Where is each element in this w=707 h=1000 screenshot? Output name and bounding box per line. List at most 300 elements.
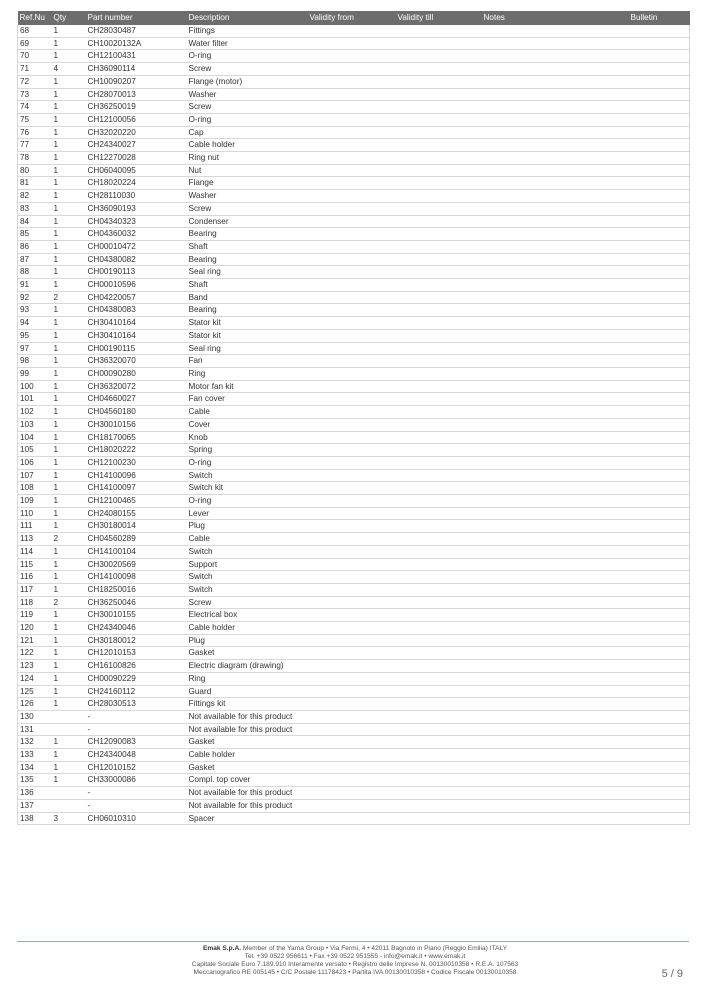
bulletin-cell [629,698,690,711]
ref-number-cell: 138 [18,812,52,825]
qty-cell: 1 [52,520,86,533]
bulletin-cell [629,126,690,139]
table-row [18,291,690,304]
validity-from-cell [308,126,396,139]
bulletin-cell [629,749,690,762]
validity-till-cell [396,380,482,393]
ref-number-cell: 84 [18,215,52,228]
notes-cell [482,291,629,304]
ref-number-cell: 72 [18,75,52,88]
table-row [18,342,690,355]
notes-cell [482,101,629,114]
description-cell: Spacer [187,812,308,825]
ref-number-cell: 134 [18,761,52,774]
validity-till-cell [396,152,482,165]
validity-till-cell [396,139,482,152]
part-number-cell: CH00010596 [86,279,187,292]
validity-till-cell [396,723,482,736]
part-number-cell: CH04380082 [86,253,187,266]
notes-cell [482,774,629,787]
description-cell: Gasket [187,647,308,660]
table-row [18,698,690,711]
description-cell: Motor fan kit [187,380,308,393]
validity-till-cell [396,787,482,800]
ref-number-cell: 77 [18,139,52,152]
validity-till-cell [396,75,482,88]
validity-from-cell [308,177,396,190]
table-row [18,126,690,139]
qty-cell: 1 [52,647,86,660]
qty-cell: 1 [52,304,86,317]
validity-till-cell [396,329,482,342]
notes-cell [482,406,629,419]
validity-from-cell [308,571,396,584]
notes-cell [482,622,629,635]
validity-till-cell [396,304,482,317]
bulletin-cell [629,812,690,825]
validity-from-cell [308,812,396,825]
description-cell: Screw [187,101,308,114]
qty-cell: 1 [52,761,86,774]
ref-number-cell: 95 [18,329,52,342]
part-number-cell: CH18020224 [86,177,187,190]
notes-cell [482,253,629,266]
parts-table [17,11,690,825]
table-row [18,266,690,279]
ref-number-cell: 117 [18,583,52,596]
validity-from-cell [308,304,396,317]
validity-from-cell [308,672,396,685]
part-number-cell: CH18170065 [86,431,187,444]
validity-till-cell [396,571,482,584]
table-row [18,583,690,596]
part-number-cell: CH16100826 [86,660,187,673]
qty-cell: 2 [52,533,86,546]
description-cell: Flange (motor) [187,75,308,88]
table-row [18,380,690,393]
bulletin-cell [629,647,690,660]
table-row [18,469,690,482]
qty-cell: 1 [52,406,86,419]
header-qty: Qty [52,11,86,25]
ref-number-cell: 137 [18,799,52,812]
qty-cell: 1 [52,37,86,50]
qty-cell [52,723,86,736]
validity-till-cell [396,431,482,444]
validity-from-cell [308,25,396,37]
validity-till-cell [396,253,482,266]
validity-from-cell [308,190,396,203]
part-number-cell: CH04220057 [86,291,187,304]
table-row [18,520,690,533]
part-number-cell: CH00190113 [86,266,187,279]
qty-cell: 1 [52,583,86,596]
validity-from-cell [308,317,396,330]
ref-number-cell: 83 [18,202,52,215]
bulletin-cell [629,736,690,749]
part-number-cell: CH18250016 [86,583,187,596]
validity-till-cell [396,126,482,139]
validity-from-cell [308,799,396,812]
description-cell: Switch kit [187,482,308,495]
part-number-cell: CH24160112 [86,685,187,698]
validity-from-cell [308,749,396,762]
footer-company: Emak S.p.A. [202,945,242,952]
validity-from-cell [308,558,396,571]
part-number-cell: CH04560180 [86,406,187,419]
table-row [18,495,690,508]
validity-till-cell [396,63,482,76]
description-cell: Not available for this product [187,787,308,800]
description-cell: Stator kit [187,317,308,330]
table-row [18,609,690,622]
table-row [18,202,690,215]
qty-cell: 1 [52,126,86,139]
bulletin-cell [629,482,690,495]
qty-cell: 4 [52,63,86,76]
table-row [18,558,690,571]
table-row [18,139,690,152]
validity-till-cell [396,215,482,228]
validity-from-cell [308,367,396,380]
validity-from-cell [308,634,396,647]
part-number-cell: CH12100431 [86,50,187,63]
footer-line-3: Capitale Sociale Euro 7.189.910 Interamente versato • Registro delle Imprese N. 00130010358 • R.E.A. 107563 [191,961,519,968]
bulletin-cell [629,317,690,330]
validity-till-cell [396,444,482,457]
table-row [18,622,690,635]
description-cell: Band [187,291,308,304]
validity-from-cell [308,380,396,393]
notes-cell [482,698,629,711]
ref-number-cell: 71 [18,63,52,76]
qty-cell: 1 [52,215,86,228]
ref-number-cell: 109 [18,495,52,508]
notes-cell [482,317,629,330]
bulletin-cell [629,418,690,431]
validity-from-cell [308,583,396,596]
header-validity-from: Validity from [308,11,396,25]
bulletin-cell [629,685,690,698]
table-row [18,571,690,584]
part-number-cell: CH30410164 [86,329,187,342]
qty-cell: 1 [52,495,86,508]
table-row [18,596,690,609]
bulletin-cell [629,710,690,723]
validity-till-cell [396,634,482,647]
part-number-cell: CH12100056 [86,113,187,126]
header-notes: Notes [482,11,629,25]
notes-cell [482,393,629,406]
qty-cell [52,787,86,800]
validity-till-cell [396,317,482,330]
description-cell: Fan [187,355,308,368]
bulletin-cell [629,596,690,609]
bulletin-cell [629,240,690,253]
description-cell: Flange [187,177,308,190]
bulletin-cell [629,571,690,584]
notes-cell [482,304,629,317]
description-cell: Knob [187,431,308,444]
header-validity-till: Validity till [396,11,482,25]
table-row [18,393,690,406]
table-row [18,418,690,431]
qty-cell: 1 [52,380,86,393]
footer-address: Member of the Yama Group • Via Fermi, 4 • 42011 Bagnolo in Piano (Reggio Emilia) ITALY [241,945,508,952]
ref-number-cell: 106 [18,456,52,469]
ref-number-cell: 119 [18,609,52,622]
qty-cell: 1 [52,685,86,698]
notes-cell [482,545,629,558]
qty-cell: 2 [52,291,86,304]
table-row [18,736,690,749]
ref-number-cell: 97 [18,342,52,355]
bulletin-cell [629,660,690,673]
description-cell: Switch [187,545,308,558]
validity-from-cell [308,164,396,177]
part-number-cell: CH30010155 [86,609,187,622]
ref-number-cell: 73 [18,88,52,101]
bulletin-cell [629,520,690,533]
notes-cell [482,342,629,355]
description-cell: Condenser [187,215,308,228]
footer-divider [17,941,689,942]
ref-number-cell: 111 [18,520,52,533]
qty-cell: 1 [52,571,86,584]
ref-number-cell: 94 [18,317,52,330]
bulletin-cell [629,774,690,787]
bulletin-cell [629,380,690,393]
notes-cell [482,279,629,292]
description-cell: Cable holder [187,749,308,762]
ref-number-cell: 76 [18,126,52,139]
bulletin-cell [629,152,690,165]
qty-cell: 1 [52,202,86,215]
description-cell: Ring [187,672,308,685]
validity-till-cell [396,482,482,495]
validity-till-cell [396,367,482,380]
table-row [18,113,690,126]
notes-cell [482,761,629,774]
validity-till-cell [396,647,482,660]
ref-number-cell: 91 [18,279,52,292]
description-cell: Cable holder [187,622,308,635]
description-cell: Not available for this product [187,723,308,736]
notes-cell [482,456,629,469]
validity-from-cell [308,736,396,749]
qty-cell: 1 [52,190,86,203]
validity-till-cell [396,507,482,520]
bulletin-cell [629,63,690,76]
qty-cell: 1 [52,431,86,444]
ref-number-cell: 124 [18,672,52,685]
description-cell: Ring [187,367,308,380]
validity-from-cell [308,355,396,368]
part-number-cell: CH30180012 [86,634,187,647]
qty-cell: 1 [52,279,86,292]
part-number-cell: CH00090229 [86,672,187,685]
part-number-cell: CH04560289 [86,533,187,546]
table-row [18,253,690,266]
qty-cell: 1 [52,113,86,126]
validity-till-cell [396,545,482,558]
table-row [18,50,690,63]
validity-till-cell [396,202,482,215]
validity-from-cell [308,469,396,482]
description-cell: Seal ring [187,342,308,355]
notes-cell [482,37,629,50]
validity-from-cell [308,291,396,304]
ref-number-cell: 104 [18,431,52,444]
validity-till-cell [396,177,482,190]
qty-cell: 1 [52,660,86,673]
notes-cell [482,50,629,63]
qty-cell: 1 [52,507,86,520]
ref-number-cell: 75 [18,113,52,126]
validity-till-cell [396,520,482,533]
ref-number-cell: 68 [18,25,52,37]
bulletin-cell [629,342,690,355]
part-number-cell: CH12010152 [86,761,187,774]
description-cell: Gasket [187,736,308,749]
bulletin-cell [629,228,690,241]
validity-till-cell [396,710,482,723]
notes-cell [482,355,629,368]
part-number-cell: - [86,799,187,812]
notes-cell [482,88,629,101]
validity-from-cell [308,88,396,101]
validity-till-cell [396,88,482,101]
notes-cell [482,710,629,723]
notes-cell [482,329,629,342]
bulletin-cell [629,113,690,126]
qty-cell: 1 [52,152,86,165]
table-row [18,367,690,380]
qty-cell: 1 [52,240,86,253]
bulletin-cell [629,634,690,647]
validity-from-cell [308,266,396,279]
bulletin-cell [629,799,690,812]
description-cell: Cable [187,406,308,419]
validity-from-cell [308,507,396,520]
table-row [18,304,690,317]
bulletin-cell [629,507,690,520]
bulletin-cell [629,139,690,152]
bulletin-cell [629,355,690,368]
part-number-cell: CH10020132A [86,37,187,50]
qty-cell: 1 [52,444,86,457]
validity-from-cell [308,596,396,609]
validity-till-cell [396,164,482,177]
table-row [18,88,690,101]
qty-cell: 1 [52,456,86,469]
footer-line-1 [100,945,610,953]
bulletin-cell [629,406,690,419]
notes-cell [482,63,629,76]
part-number-cell: CH24340048 [86,749,187,762]
validity-from-cell [308,253,396,266]
notes-cell [482,444,629,457]
validity-from-cell [308,113,396,126]
part-number-cell: CH36090114 [86,63,187,76]
bulletin-cell [629,533,690,546]
validity-till-cell [396,558,482,571]
table-row [18,749,690,762]
ref-number-cell: 123 [18,660,52,673]
ref-number-cell: 115 [18,558,52,571]
qty-cell [52,799,86,812]
table-row [18,787,690,800]
validity-till-cell [396,495,482,508]
part-number-cell: CH28030513 [86,698,187,711]
description-cell: Stator kit [187,329,308,342]
validity-from-cell [308,139,396,152]
table-row [18,799,690,812]
bulletin-cell [629,266,690,279]
validity-till-cell [396,406,482,419]
qty-cell: 1 [52,329,86,342]
bulletin-cell [629,787,690,800]
qty-cell: 1 [52,75,86,88]
page-number: 5 / 9 [661,968,683,980]
validity-till-cell [396,749,482,762]
bulletin-cell [629,329,690,342]
part-number-cell: CH00010472 [86,240,187,253]
description-cell: Screw [187,63,308,76]
ref-number-cell: 130 [18,710,52,723]
ref-number-cell: 116 [18,571,52,584]
table-row [18,317,690,330]
validity-till-cell [396,25,482,37]
validity-from-cell [308,647,396,660]
qty-cell: 2 [52,596,86,609]
validity-till-cell [396,37,482,50]
notes-cell [482,113,629,126]
qty-cell: 1 [52,139,86,152]
ref-number-cell: 126 [18,698,52,711]
description-cell: Water filter [187,37,308,50]
validity-from-cell [308,520,396,533]
bulletin-cell [629,609,690,622]
notes-cell [482,495,629,508]
description-cell: Washer [187,190,308,203]
part-number-cell: CH04660027 [86,393,187,406]
ref-number-cell: 136 [18,787,52,800]
ref-number-cell: 114 [18,545,52,558]
part-number-cell: CH36250046 [86,596,187,609]
notes-cell [482,634,629,647]
footer-line-2: Tel. +39 0522 956611 • Fax +39 0522 951555 - info@emak.it • www.emak.it [244,953,466,960]
ref-number-cell: 125 [18,685,52,698]
validity-from-cell [308,37,396,50]
table-row [18,279,690,292]
description-cell: O-ring [187,456,308,469]
ref-number-cell: 113 [18,533,52,546]
qty-cell: 1 [52,418,86,431]
qty-cell: 1 [52,545,86,558]
table-row [18,37,690,50]
qty-cell: 1 [52,253,86,266]
validity-till-cell [396,113,482,126]
table-row [18,444,690,457]
ref-number-cell: 88 [18,266,52,279]
notes-cell [482,533,629,546]
part-number-cell: CH14100096 [86,469,187,482]
bulletin-cell [629,177,690,190]
ref-number-cell: 70 [18,50,52,63]
bulletin-cell [629,545,690,558]
ref-number-cell: 100 [18,380,52,393]
